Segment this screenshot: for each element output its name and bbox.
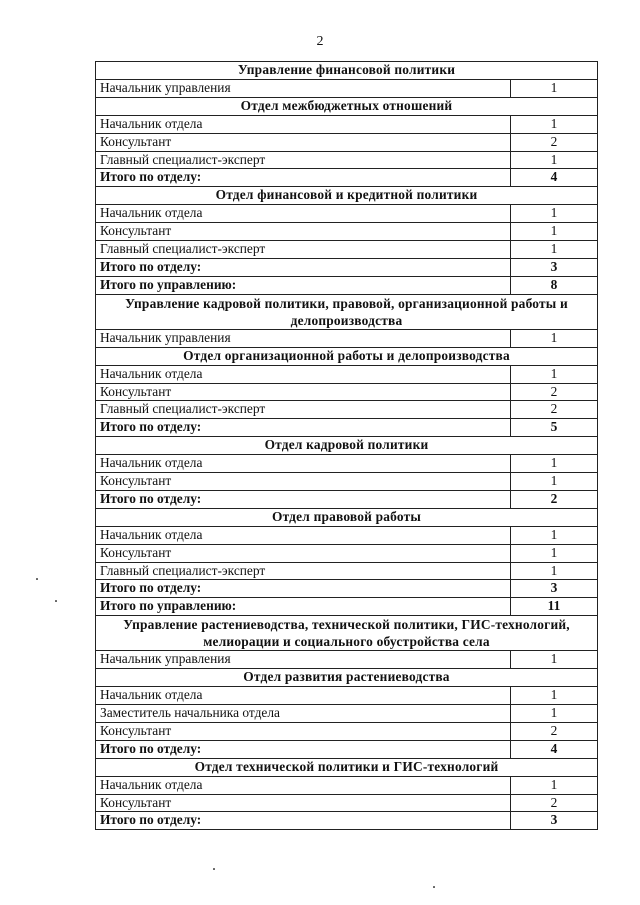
position-name: Главный специалист-эксперт [96, 401, 511, 419]
position-row [96, 722, 598, 740]
page-number: 2 [316, 34, 324, 49]
total-count: 3 [511, 258, 598, 276]
position-name: Консультант [96, 722, 511, 740]
total-row [96, 580, 598, 598]
position-name: Начальник отдела [96, 687, 511, 705]
position-row [96, 562, 598, 580]
section-header-row [96, 187, 598, 205]
section-header: Отдел межбюджетных отношений [96, 97, 598, 115]
position-count: 1 [511, 651, 598, 669]
scan-speck [55, 600, 57, 602]
total-count: 4 [511, 740, 598, 758]
section-header-row [96, 62, 598, 80]
total-label: Итого по отделу: [96, 169, 511, 187]
section-header-row [96, 669, 598, 687]
position-count: 1 [511, 329, 598, 347]
position-count: 1 [511, 365, 598, 383]
position-name: Главный специалист-эксперт [96, 151, 511, 169]
position-name: Начальник отдела [96, 365, 511, 383]
position-row [96, 329, 598, 347]
total-row [96, 169, 598, 187]
scan-speck [36, 578, 38, 580]
position-name: Начальник управления [96, 329, 511, 347]
position-count: 1 [511, 151, 598, 169]
position-count: 2 [511, 722, 598, 740]
position-row [96, 241, 598, 259]
total-count: 3 [511, 812, 598, 830]
section-header: Отдел финансовой и кредитной политики [96, 187, 598, 205]
position-count: 1 [511, 473, 598, 491]
total-count: 8 [511, 276, 598, 294]
total-label: Итого по отделу: [96, 740, 511, 758]
position-name: Начальник управления [96, 651, 511, 669]
section-header: Отдел правовой работы [96, 508, 598, 526]
position-row [96, 133, 598, 151]
section-header: Отдел кадровой политики [96, 437, 598, 455]
section-header: Управление финансовой политики [96, 62, 598, 80]
position-name: Консультант [96, 473, 511, 491]
total-count: 5 [511, 419, 598, 437]
total-row [96, 812, 598, 830]
position-name: Консультант [96, 794, 511, 812]
position-count: 2 [511, 383, 598, 401]
position-row [96, 705, 598, 723]
scan-speck [213, 868, 215, 870]
position-count: 1 [511, 705, 598, 723]
position-count: 1 [511, 776, 598, 794]
staffing-table [95, 61, 598, 830]
position-row [96, 544, 598, 562]
position-row [96, 115, 598, 133]
section-header: Управление растениеводства, технической политики, ГИС-технологий, мелиорации и социального обустройства села [96, 616, 598, 651]
position-row [96, 223, 598, 241]
position-count: 2 [511, 794, 598, 812]
total-count: 11 [511, 598, 598, 616]
position-name: Консультант [96, 223, 511, 241]
position-row [96, 526, 598, 544]
total-count: 2 [511, 490, 598, 508]
position-row [96, 473, 598, 491]
position-name: Начальник отдела [96, 205, 511, 223]
position-row [96, 365, 598, 383]
position-row [96, 383, 598, 401]
section-header-row [96, 97, 598, 115]
total-label: Итого по управлению: [96, 276, 511, 294]
position-name: Консультант [96, 133, 511, 151]
position-count: 2 [511, 401, 598, 419]
total-label: Итого по управлению: [96, 598, 511, 616]
total-row [96, 490, 598, 508]
section-header-row [96, 508, 598, 526]
position-row [96, 401, 598, 419]
position-count: 1 [511, 79, 598, 97]
position-name: Заместитель начальника отдела [96, 705, 511, 723]
total-row [96, 419, 598, 437]
position-count: 1 [511, 544, 598, 562]
position-row [96, 687, 598, 705]
total-row [96, 740, 598, 758]
section-header-row [96, 437, 598, 455]
total-label: Итого по отделу: [96, 580, 511, 598]
position-count: 2 [511, 133, 598, 151]
position-row [96, 151, 598, 169]
staffing-table-body [96, 62, 598, 830]
position-count: 1 [511, 205, 598, 223]
position-row [96, 455, 598, 473]
position-count: 1 [511, 526, 598, 544]
section-header-row [96, 758, 598, 776]
position-row [96, 205, 598, 223]
position-count: 1 [511, 562, 598, 580]
position-count: 1 [511, 223, 598, 241]
section-header: Отдел технической политики и ГИС-технологий [96, 758, 598, 776]
section-header-row [96, 616, 598, 651]
position-count: 1 [511, 687, 598, 705]
section-header: Отдел развития растениеводства [96, 669, 598, 687]
total-label: Итого по отделу: [96, 258, 511, 276]
total-count: 4 [511, 169, 598, 187]
position-name: Начальник отдела [96, 526, 511, 544]
section-header: Управление кадровой политики, правовой, организационной работы и делопроизводства [96, 294, 598, 329]
total-count: 3 [511, 580, 598, 598]
position-name: Начальник управления [96, 79, 511, 97]
position-count: 1 [511, 455, 598, 473]
section-header-row [96, 294, 598, 329]
total-row [96, 276, 598, 294]
position-name: Консультант [96, 383, 511, 401]
position-count: 1 [511, 115, 598, 133]
position-row [96, 794, 598, 812]
position-name: Главный специалист-эксперт [96, 241, 511, 259]
scan-speck [433, 886, 435, 888]
position-row [96, 776, 598, 794]
position-name: Начальник отдела [96, 455, 511, 473]
position-row [96, 651, 598, 669]
total-label: Итого по отделу: [96, 812, 511, 830]
position-count: 1 [511, 241, 598, 259]
position-name: Начальник отдела [96, 115, 511, 133]
position-name: Консультант [96, 544, 511, 562]
total-row [96, 598, 598, 616]
total-label: Итого по отделу: [96, 490, 511, 508]
section-header: Отдел организационной работы и делопроизводства [96, 347, 598, 365]
position-row [96, 79, 598, 97]
position-name: Начальник отдела [96, 776, 511, 794]
total-row [96, 258, 598, 276]
position-name: Главный специалист-эксперт [96, 562, 511, 580]
total-label: Итого по отделу: [96, 419, 511, 437]
section-header-row [96, 347, 598, 365]
